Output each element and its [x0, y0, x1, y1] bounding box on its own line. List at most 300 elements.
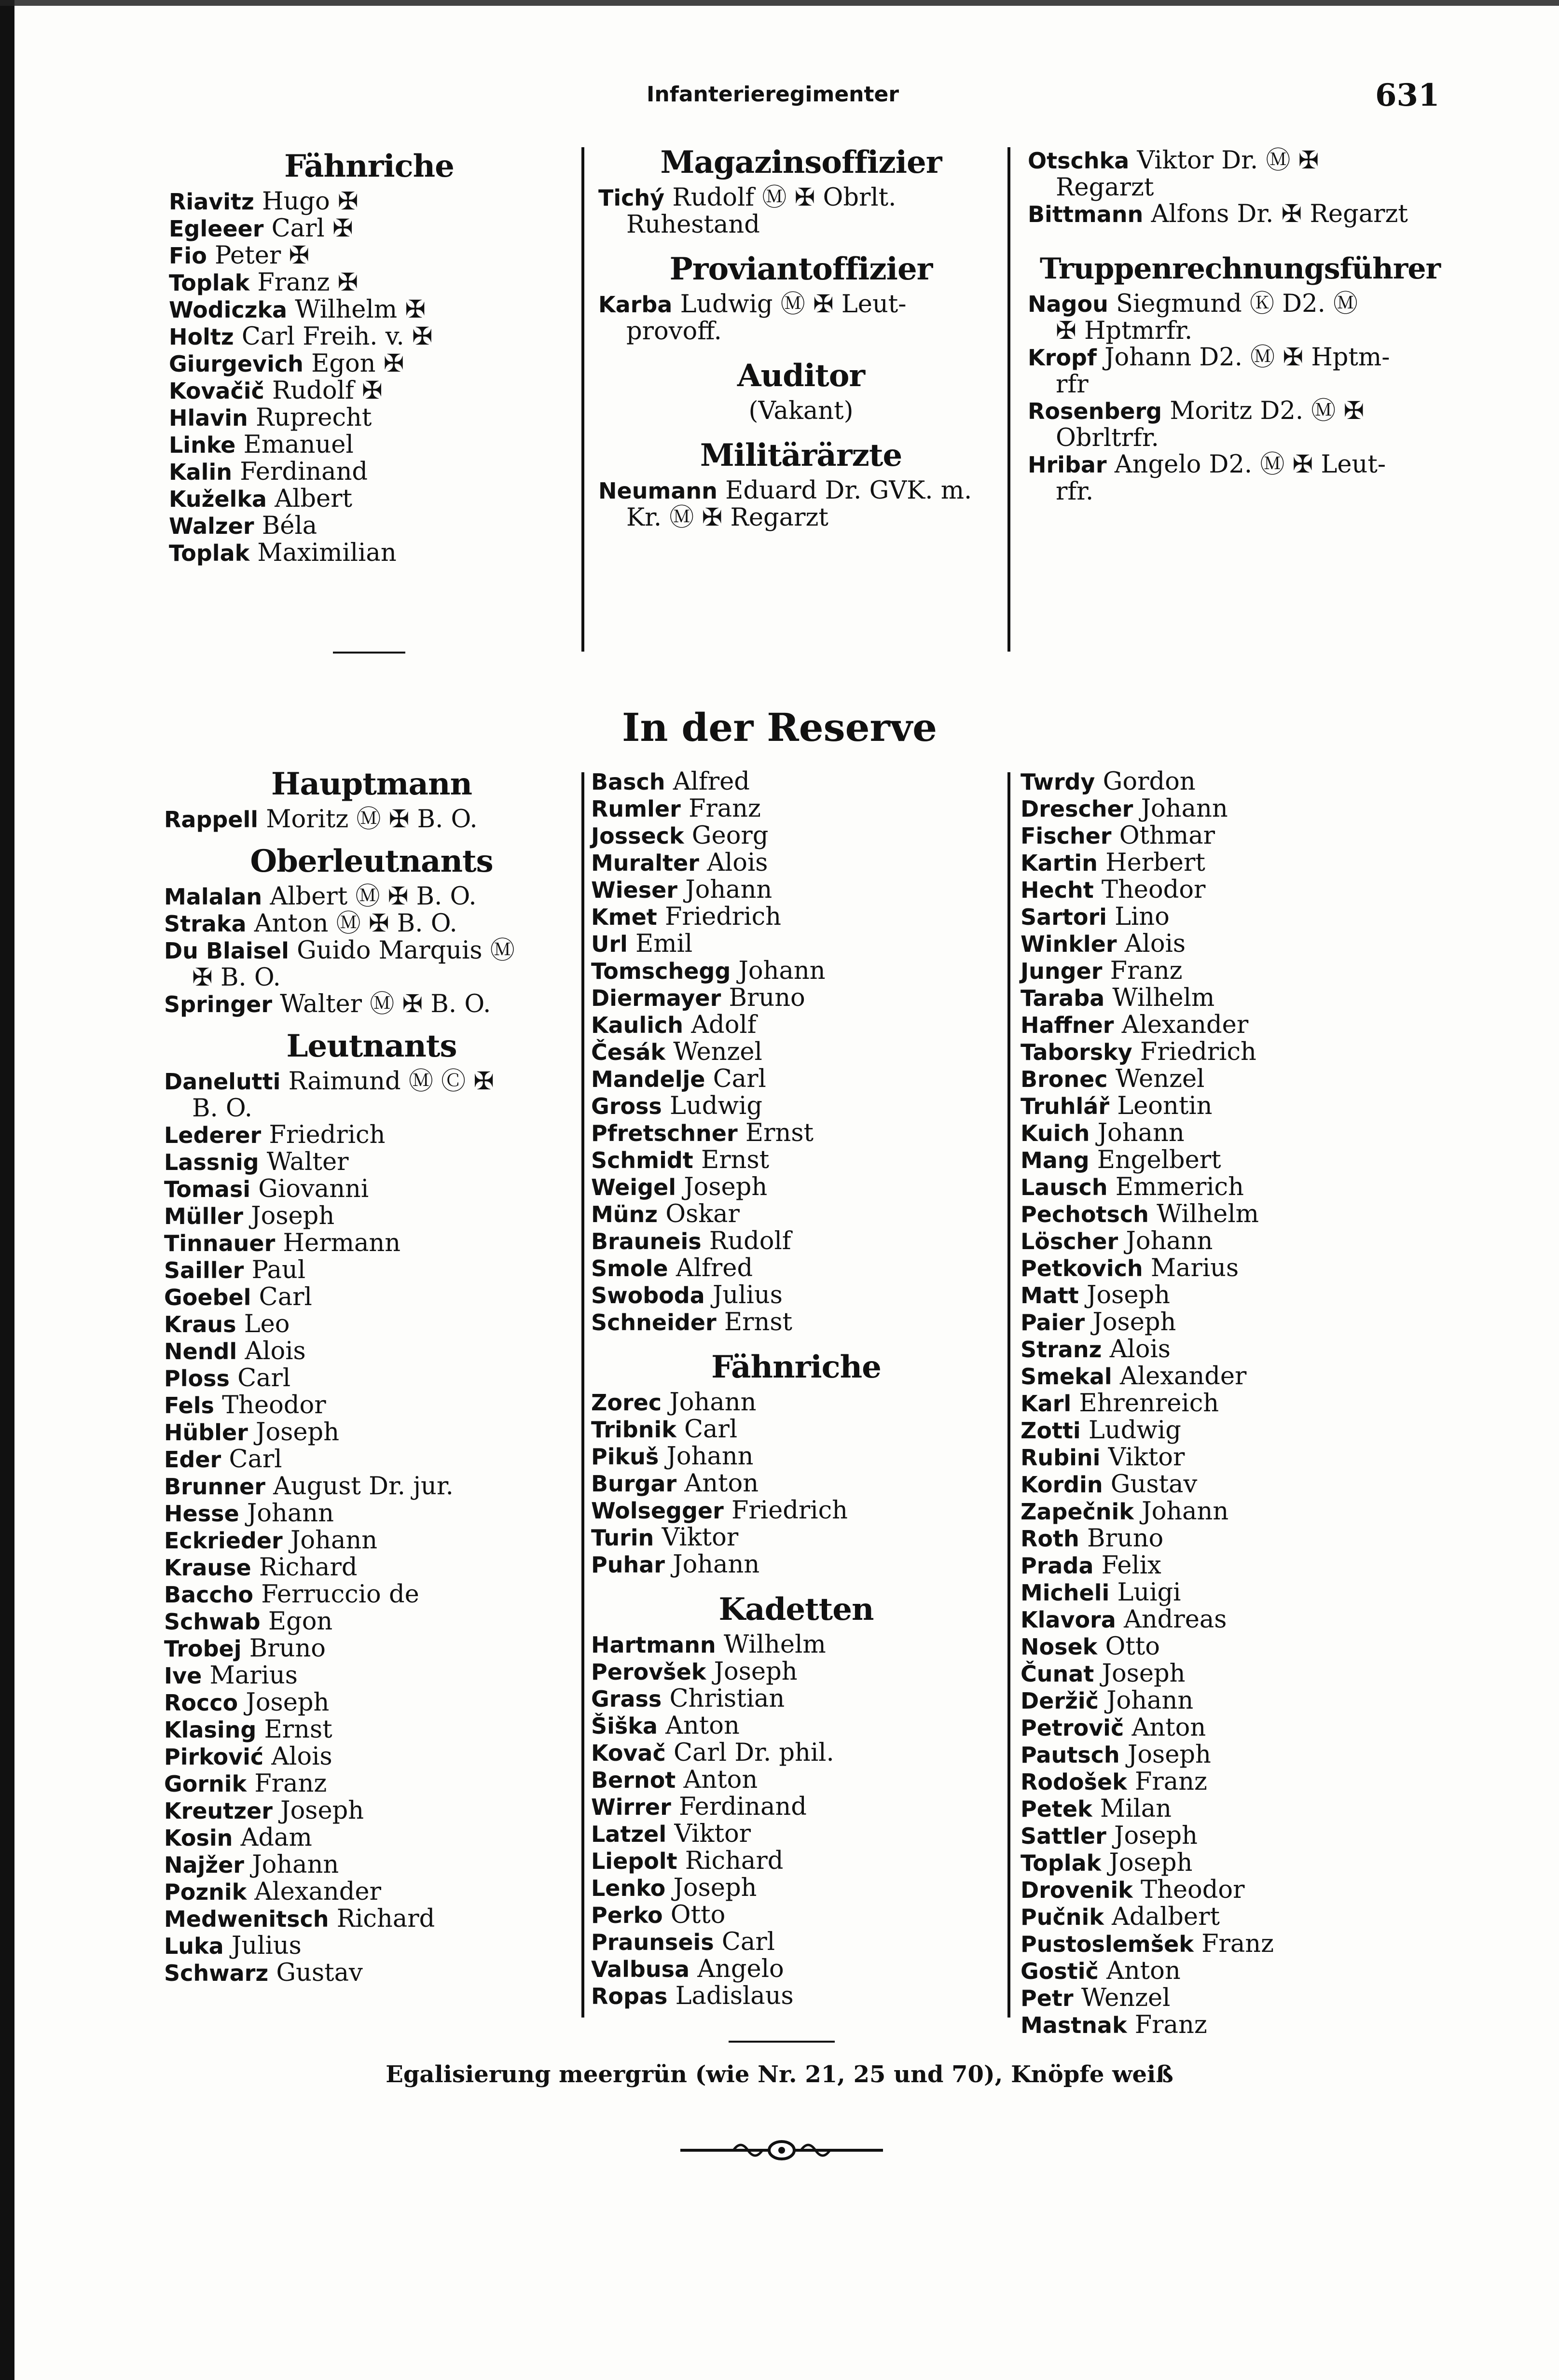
roster-entry [1021, 1201, 1455, 1228]
roster-entry [1021, 1985, 1455, 2012]
roster-entry [591, 1309, 1001, 1336]
surname: Liepolt [591, 1848, 677, 1874]
bottom-middle-column [591, 768, 1001, 2010]
entry-details: Leo [244, 1310, 290, 1338]
roster-entry [1021, 1606, 1455, 1633]
roster-entry [1028, 318, 1452, 344]
column-divider [581, 772, 584, 2018]
roster-entry [1021, 1687, 1455, 1714]
surname: Kraus [164, 1311, 236, 1337]
entry-details: Alois [707, 849, 768, 877]
entry-details: Anton [683, 1766, 758, 1794]
roster-entry [591, 1497, 1001, 1524]
roster-entry [164, 991, 579, 1018]
surname: Tomschegg [591, 958, 731, 984]
surname: Mandelje [591, 1066, 705, 1092]
surname: Gross [591, 1093, 662, 1119]
section-heading: Proviantoffizier [669, 251, 933, 287]
entry-details: Joseph [1087, 1281, 1171, 1309]
entry-details: Rudolf Ⓜ ✠ Obrlt. [672, 183, 897, 212]
surname: Schwarz [164, 1960, 269, 1986]
surname: Danelutti [164, 1069, 281, 1095]
entry-details: Egon [268, 1607, 333, 1636]
roster-entry [169, 540, 569, 567]
roster-entry [598, 184, 1004, 211]
surname: Schwab [164, 1609, 261, 1635]
surname: Petek [1021, 1796, 1092, 1822]
surname: Petrovič [1021, 1715, 1124, 1741]
roster-entry [591, 1631, 1001, 1658]
surname: Toplak [1021, 1850, 1102, 1876]
surname: Löscher [1021, 1228, 1118, 1254]
entry-details: Maximilian [257, 539, 397, 567]
surname: Wodiczka [169, 297, 288, 323]
surname: Schmidt [591, 1147, 693, 1173]
roster-entry [1021, 1498, 1455, 1525]
entry-details: Ludwig [1088, 1416, 1181, 1445]
entry-details: Theodor [222, 1391, 326, 1420]
entry-details: Walter Ⓜ ✠ B. O. [280, 990, 491, 1018]
surname: Zorec [591, 1390, 662, 1416]
surname: Kartin [1021, 850, 1098, 876]
surname: Pučnik [1021, 1904, 1104, 1930]
surname: Hübler [164, 1420, 248, 1446]
roster-entry [1021, 1714, 1455, 1741]
entry-details: Ladislaus [675, 1982, 794, 2010]
entry-details: Julius [231, 1932, 302, 1960]
section-heading: Oberleutnants [250, 843, 493, 879]
surname: Haffner [1021, 1012, 1114, 1038]
roster-entry [591, 1470, 1001, 1497]
running-header: Infanterieregimenter [647, 82, 899, 107]
surname: Goebel [164, 1284, 251, 1310]
surname: Taborsky [1021, 1039, 1132, 1065]
surname: Wolsegger [591, 1498, 724, 1524]
entry-details: Ludwig Ⓜ ✠ Leut- [680, 290, 907, 319]
surname: Lausch [1021, 1174, 1108, 1200]
entry-details: Johann [1097, 1119, 1185, 1147]
surname: Gornik [164, 1771, 247, 1797]
roster-entry [164, 1311, 579, 1338]
surname: Praunseis [591, 1929, 714, 1955]
roster-entry [164, 1662, 579, 1689]
surname: Basch [591, 769, 665, 795]
surname: Rumler [591, 796, 681, 822]
roster-entry [1021, 1741, 1455, 1768]
surname: Najžer [164, 1852, 244, 1878]
roster-entry [1028, 451, 1452, 478]
roster-entry [1021, 1958, 1455, 1985]
roster-entry [1021, 1255, 1455, 1282]
roster-entry [591, 1929, 1001, 1956]
roster-entry [164, 1960, 579, 1987]
roster-entry [1021, 1552, 1455, 1579]
surname: Tinnauer [164, 1230, 276, 1256]
entry-details: Johann [666, 1442, 754, 1471]
roster-entry [591, 822, 1001, 849]
section-heading: Fähnriche [284, 148, 454, 184]
section-heading: Magazinsoffizier [660, 144, 942, 181]
roster-entry [1028, 201, 1452, 228]
roster-entry [169, 431, 569, 459]
roster-entry [164, 937, 579, 964]
entry-details: Joseph [251, 1202, 335, 1230]
roster-entry [591, 1658, 1001, 1685]
entry-details: Paul [251, 1256, 306, 1284]
surname: Kropf [1028, 345, 1097, 371]
top-right-column [1028, 147, 1452, 505]
roster-entry [591, 1066, 1001, 1093]
roster-entry [164, 1716, 579, 1743]
section-heading: Militärärzte [700, 437, 902, 473]
roster-entry [1021, 1877, 1455, 1904]
surname: Rappell [164, 807, 259, 833]
entry-details: Ernst [724, 1308, 793, 1336]
surname: Deržič [1021, 1688, 1099, 1714]
surname: Riavitz [169, 189, 254, 215]
entry-details: Regarzt [1056, 173, 1154, 202]
roster-entry [164, 1933, 579, 1960]
surname: Wirrer [591, 1794, 671, 1820]
surname: Šiška [591, 1713, 658, 1739]
roster-entry [1028, 371, 1452, 398]
surname: Schneider [591, 1309, 717, 1336]
roster-entry [1021, 1363, 1455, 1390]
surname: Junger [1021, 958, 1103, 984]
entry-details: Herbert [1105, 849, 1205, 877]
entry-details: Lino [1115, 903, 1170, 931]
entry-details: Wenzel [673, 1038, 762, 1066]
roster-entry [1021, 1012, 1455, 1039]
column-divider [581, 147, 584, 652]
surname: Drovenik [1021, 1877, 1133, 1903]
surname: Pustoslemšek [1021, 1931, 1194, 1957]
surname: Hlavin [169, 405, 248, 431]
entry-details: Franz [1134, 2011, 1207, 2039]
surname: Kovač [591, 1740, 666, 1766]
surname: Perko [591, 1902, 663, 1928]
surname: Truhlář [1021, 1093, 1109, 1119]
roster-entry [591, 985, 1001, 1012]
roster-entry [1021, 1066, 1455, 1093]
surname: Micheli [1021, 1580, 1110, 1606]
surname: Zotti [1021, 1418, 1081, 1444]
entry-details: Richard [336, 1905, 435, 1933]
roster-entry [591, 849, 1001, 877]
entry-details: Viktor [674, 1820, 751, 1848]
surname: Latzel [591, 1821, 667, 1847]
roster-entry [591, 904, 1001, 931]
entry-details: Ehrenreich [1079, 1389, 1219, 1418]
surname: Medwenitsch [164, 1906, 329, 1932]
surname: Sailler [164, 1257, 244, 1283]
roster-entry [164, 1635, 579, 1662]
surname: Fio [169, 243, 207, 269]
surname: Luka [164, 1933, 224, 1959]
entry-details: Friedrich [1140, 1038, 1256, 1066]
roster-entry [1021, 1417, 1455, 1444]
surname: Valbusa [591, 1956, 690, 1982]
surname: Karl [1021, 1391, 1072, 1417]
surname: Rubini [1021, 1445, 1101, 1471]
roster-entry [1021, 795, 1455, 822]
surname: Josseck [591, 823, 684, 849]
surname: Diermayer [591, 985, 721, 1011]
roster-entry [164, 1608, 579, 1635]
roster-entry [598, 291, 1004, 318]
entry-details: Joseph [1102, 1659, 1186, 1688]
entry-details: Obrltrfr. [1056, 424, 1159, 452]
roster-entry [591, 1012, 1001, 1039]
roster-entry [164, 1149, 579, 1176]
surname: Ropas [591, 1983, 668, 2009]
entry-details: Anton [665, 1712, 740, 1740]
entry-details: Siegmund Ⓚ D2. Ⓜ [1116, 290, 1358, 318]
surname: Klavora [1021, 1607, 1116, 1633]
section-heading: Auditor [737, 358, 865, 394]
roster-entry [598, 318, 1004, 345]
entry-details: Gustav [1110, 1470, 1198, 1499]
roster-entry [164, 1392, 579, 1419]
entry-details: Alfred [673, 767, 750, 796]
entry-details: Franz ✠ [257, 268, 359, 297]
surname: Rocco [164, 1690, 238, 1716]
section-heading: Fähnriche [711, 1349, 881, 1385]
entry-details: Engelbert [1097, 1146, 1221, 1174]
entry-details: Alexander [1119, 1362, 1247, 1391]
entry-details: Hugo ✠ [262, 187, 359, 216]
roster-entry [591, 1389, 1001, 1416]
roster-entry [591, 1767, 1001, 1794]
roster-entry [1021, 958, 1455, 985]
roster-entry [1021, 1823, 1455, 1850]
roster-entry [598, 211, 1004, 238]
roster-entry [164, 1257, 579, 1284]
entry-details: Johann [252, 1851, 339, 1879]
entry-details: Ferruccio de [261, 1580, 419, 1609]
entry-details: Joseph [1109, 1849, 1193, 1877]
roster-entry [1021, 1525, 1455, 1552]
roster-entry [1021, 1390, 1455, 1417]
entry-details: Gordon [1103, 767, 1196, 796]
roster-entry [1021, 768, 1455, 795]
surname: Perovšek [591, 1659, 706, 1685]
surname: Smekal [1021, 1364, 1112, 1390]
roster-entry [164, 910, 579, 937]
entry-details: Emmerich [1115, 1173, 1244, 1201]
roster-entry [598, 504, 1004, 531]
entry-details: Wenzel [1115, 1065, 1205, 1093]
entry-details: Albert [275, 485, 353, 513]
roster-entry [591, 1120, 1001, 1147]
entry-details: Viktor [662, 1523, 739, 1552]
roster-entry [1021, 1904, 1455, 1931]
surname: Bernot [591, 1767, 676, 1793]
roster-entry [164, 1446, 579, 1473]
entry-details: Alois [1109, 1335, 1171, 1364]
surname: Linke [169, 432, 236, 458]
roster-entry [591, 1685, 1001, 1712]
entry-details: Joseph [246, 1688, 330, 1717]
entry-details: Milan [1100, 1795, 1172, 1823]
roster-entry [598, 477, 1004, 504]
entry-details: Ernst [264, 1715, 332, 1744]
entry-details: Othmar [1119, 821, 1215, 850]
roster-entry [1021, 1336, 1455, 1363]
entry-details: B. O. [192, 1094, 252, 1123]
entry-details: Egon ✠ [311, 349, 404, 378]
entry-details: Carl [713, 1065, 766, 1093]
section-heading: Truppenrechnungsführer [1039, 252, 1441, 286]
entry-details: Joseph [673, 1874, 757, 1902]
roster-entry [598, 398, 1004, 424]
section-rule [333, 652, 405, 654]
surname: Drescher [1021, 796, 1133, 822]
surname: Hecht [1021, 877, 1094, 903]
surname: Malalan [164, 884, 262, 910]
roster-entry [164, 1338, 579, 1365]
surname: Kuich [1021, 1120, 1090, 1146]
entry-details: Alexander [1121, 1011, 1249, 1039]
entry-details: Emanuel [243, 431, 354, 459]
entry-details: Joseph [1114, 1822, 1198, 1850]
surname: Url [591, 931, 628, 957]
column-divider [1007, 147, 1010, 652]
surname: Springer [164, 991, 273, 1017]
surname: Paier [1021, 1309, 1085, 1336]
roster-entry [169, 188, 569, 215]
roster-entry [591, 1443, 1001, 1470]
entry-details: Carl [721, 1928, 775, 1956]
entry-details: Johann [1126, 1227, 1213, 1255]
roster-entry [164, 1824, 579, 1851]
surname: Lenko [591, 1875, 666, 1901]
surname: Holtz [169, 324, 234, 350]
entry-details: Ferdinand [240, 458, 368, 486]
entry-details: Franz [1110, 957, 1183, 985]
entry-details: Ferdinand [678, 1793, 807, 1821]
roster-entry [164, 1473, 579, 1500]
entry-details: Peter ✠ [215, 241, 310, 270]
surname: Trobej [164, 1636, 242, 1662]
surname: Giurgevich [169, 351, 304, 377]
roster-entry [591, 1821, 1001, 1848]
entry-details: Giovanni [258, 1175, 369, 1203]
roster-entry [164, 1095, 579, 1122]
entry-details: Theodor [1140, 1876, 1245, 1904]
roster-entry [164, 1176, 579, 1203]
roster-entry [164, 1581, 579, 1608]
entry-details: Wilhelm [1112, 984, 1215, 1012]
roster-entry [591, 1416, 1001, 1443]
roster-entry [164, 1419, 579, 1446]
surname: Tribnik [591, 1417, 676, 1443]
roster-entry [1021, 1471, 1455, 1498]
entry-details: Joseph [684, 1173, 768, 1201]
roster-entry [1021, 1931, 1455, 1958]
surname: Müller [164, 1203, 243, 1229]
roster-entry [1021, 1768, 1455, 1795]
surname: Du Blaisel [164, 938, 289, 964]
roster-entry [169, 350, 569, 377]
entry-details: Viktor Dr. Ⓜ ✠ [1137, 146, 1319, 175]
entry-details: Luigi [1117, 1578, 1181, 1607]
entry-details: Joseph [714, 1657, 798, 1686]
surname: Pikuš [591, 1444, 659, 1470]
roster-entry [169, 323, 569, 350]
roster-entry [164, 1284, 579, 1311]
roster-entry [164, 1365, 579, 1392]
roster-entry [1021, 1282, 1455, 1309]
surname: Lederer [164, 1122, 262, 1148]
surname: Nosek [1021, 1634, 1098, 1660]
roster-entry [164, 1203, 579, 1230]
entry-details: Albert Ⓜ ✠ B. O. [270, 882, 477, 911]
roster-entry [169, 377, 569, 404]
roster-entry [1021, 1795, 1455, 1823]
surname: Toplak [169, 270, 250, 296]
entry-details: Alfred [676, 1254, 753, 1282]
surname: Bittmann [1028, 201, 1144, 227]
entry-details: Alois [271, 1742, 332, 1771]
binding-shadow [0, 0, 14, 2380]
roster-entry [1021, 1444, 1455, 1471]
roster-entry [591, 1740, 1001, 1767]
surname: Wieser [591, 877, 677, 903]
roster-entry [591, 877, 1001, 904]
surname: Matt [1021, 1282, 1079, 1308]
roster-entry [164, 1230, 579, 1257]
roster-entry [1028, 291, 1452, 318]
surname: Kreutzer [164, 1798, 273, 1824]
footer-note: Egalisierung meergrün (wie Nr. 21, 25 und 70), Knöpfe weiß [386, 2061, 1173, 2088]
closing-rule [729, 2041, 835, 2043]
surname: Pfretschner [591, 1120, 738, 1146]
entry-details: Carl [684, 1415, 738, 1444]
entry-details: Guido Marquis Ⓜ [297, 936, 515, 965]
roster-entry [1021, 1660, 1455, 1687]
surname: Kosin [164, 1825, 233, 1851]
roster-entry [591, 1255, 1001, 1282]
surname: Roth [1021, 1526, 1079, 1552]
entry-details: Wilhelm [1157, 1200, 1259, 1228]
entry-details: Moritz D2. Ⓜ ✠ [1170, 397, 1365, 425]
roster-entry [591, 1039, 1001, 1066]
entry-details: Oskar [665, 1200, 740, 1228]
surname: Brauneis [591, 1228, 702, 1254]
roster-entry [591, 1282, 1001, 1309]
top-edge [0, 0, 1559, 6]
entry-details: Bruno [729, 984, 805, 1012]
surname: Pirković [164, 1744, 264, 1770]
entry-details: Johann [290, 1526, 378, 1555]
entry-details: Julius [712, 1281, 783, 1309]
entry-details: Joseph [280, 1796, 364, 1825]
section-heading: Leutnants [286, 1028, 457, 1064]
surname: Nendl [164, 1338, 237, 1364]
surname: Kalin [169, 459, 232, 485]
surname: Rosenberg [1028, 398, 1162, 424]
entry-details: Gustav [276, 1959, 363, 1987]
roster-entry [1028, 344, 1452, 371]
entry-details: Johann [738, 957, 826, 985]
entry-details: Alexander [254, 1878, 381, 1906]
surname: Winkler [1021, 931, 1117, 957]
surname: Pechotsch [1021, 1201, 1149, 1227]
entry-details: ✠ Hptmrfr. [1056, 317, 1193, 345]
roster-entry [1021, 904, 1455, 931]
surname: Sattler [1021, 1823, 1106, 1849]
